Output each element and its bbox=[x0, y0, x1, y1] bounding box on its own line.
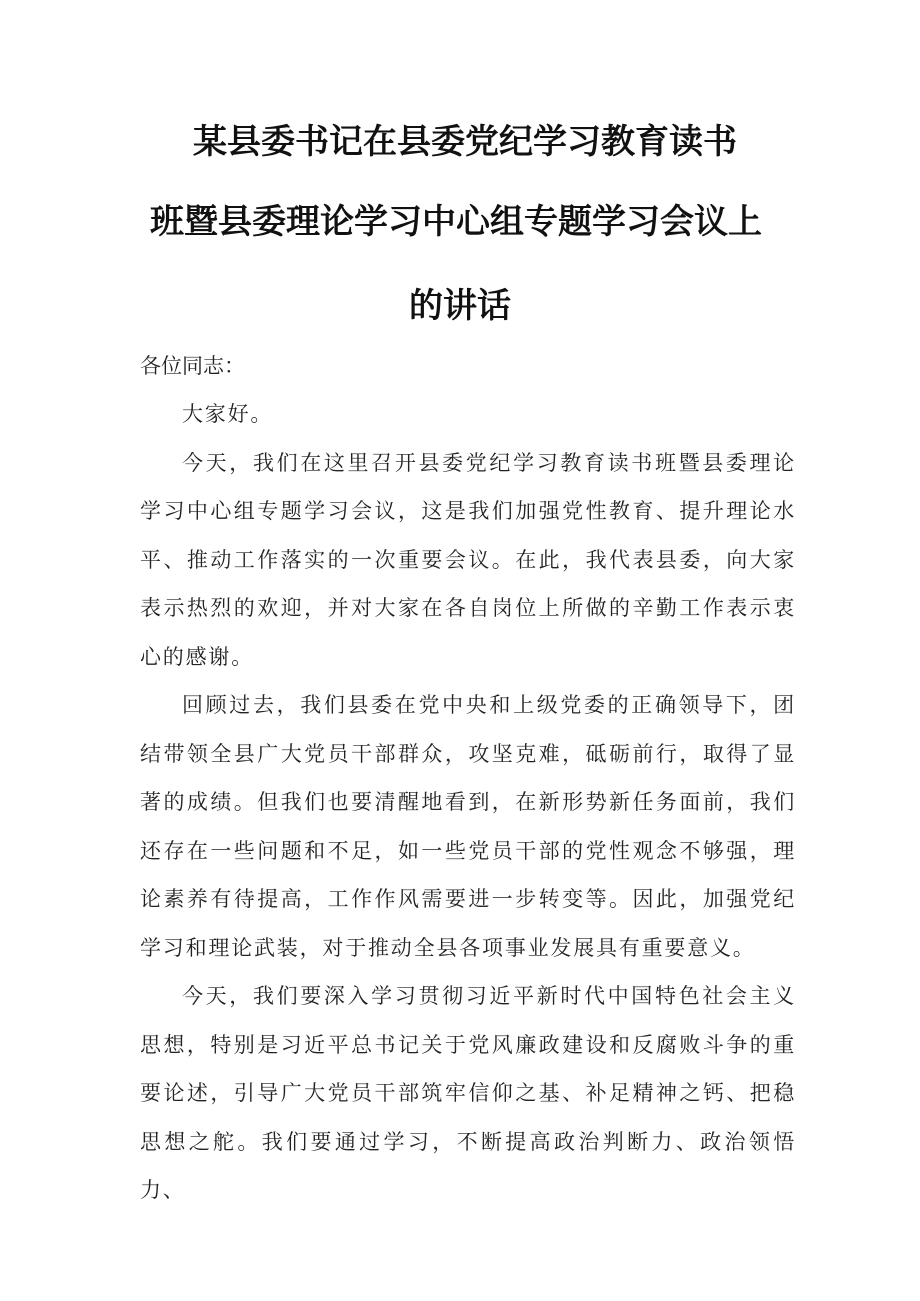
speech-body bbox=[140, 342, 796, 1215]
paragraph-greeting: 大家好。 bbox=[182, 402, 274, 426]
paragraph-opening: 今天，我们在这里召开县委党纪学习教育读书班暨县委理论学习中心组专题学习会议，这是我们加强党性教育、提升理论水平、推动工作落实的一次重要会议。在此，我代表县委，向大家表示热烈的欢迎，并对大家在各自岗位上所做的辛勤工作表示衷心的感谢。 bbox=[140, 450, 796, 669]
title-line-3: 的讲话 bbox=[409, 286, 511, 326]
title-line-2: 班暨县委理论学习中心组专题学习会议上 bbox=[150, 202, 762, 242]
salutation: 各位同志： bbox=[140, 354, 245, 378]
paragraph-review: 回顾过去，我们县委在党中央和上级党委的正确领导下，团结带领全县广大党员干部群众，攻坚克难，砥砺前行，取得了显著的成绩。但我们也要清醒地看到，在新形势新任务面前，我们还存在一些问题和不足，如一些党员干部的党性观念不够强，理论素养有待提高，工作作风需要进一步转变等。因此，加强党纪学习和理论武装，对于推动全县各项事业发展具有重要意义。 bbox=[140, 693, 796, 960]
paragraph-study: 今天，我们要深入学习贯彻习近平新时代中国特色社会主义思想，特别是习近平总书记关于党风廉政建设和反腐败斗争的重要论述，引导广大党员干部筑牢信仰之基、补足精神之钙、把稳思想之舵。我们要通过学习，不断提高政治判断力、政治领悟力、 bbox=[140, 984, 796, 1202]
title-line-1: 某县委书记在县委党纪学习教育读书 bbox=[193, 122, 737, 162]
